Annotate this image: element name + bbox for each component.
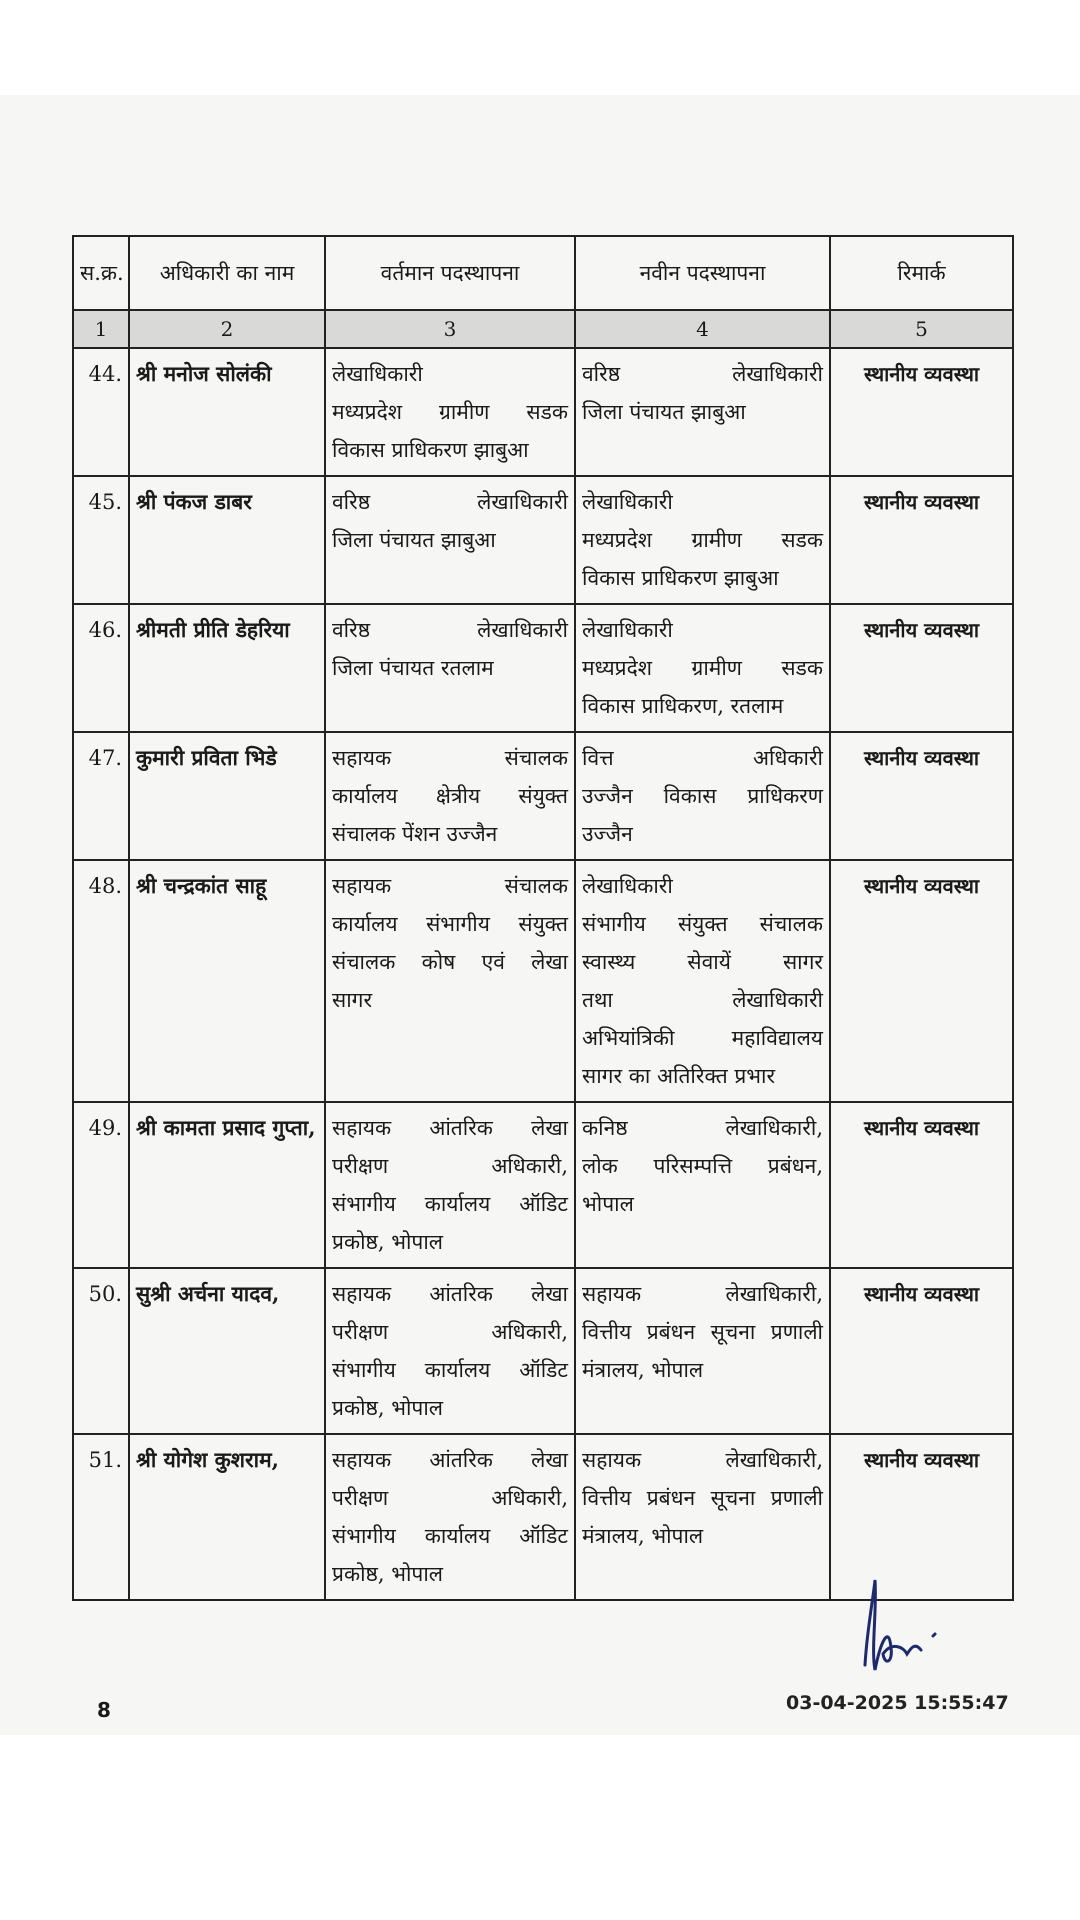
posting-line: कनिष्ठ लेखाधिकारी, bbox=[582, 1116, 823, 1140]
table-row bbox=[73, 732, 1013, 860]
column-number: 5 bbox=[830, 310, 1013, 348]
serial-number: 49. bbox=[73, 1102, 129, 1268]
posting-line: परीक्षण अधिकारी, bbox=[332, 1154, 568, 1178]
officer-name: सुश्री अर्चना यादव, bbox=[129, 1268, 325, 1434]
posting-line: सहायक आंतरिक लेखा bbox=[332, 1282, 568, 1306]
posting-line: तथा लेखाधिकारी bbox=[582, 988, 823, 1012]
posting-line: मध्यप्रदेश ग्रामीण सडक bbox=[582, 656, 823, 680]
new-posting bbox=[575, 476, 830, 604]
posting-line: विकास प्राधिकरण, रतलाम bbox=[582, 694, 784, 718]
column-number: 2 bbox=[129, 310, 325, 348]
posting-line: उज्जैन bbox=[582, 822, 633, 846]
posting-line: मध्यप्रदेश ग्रामीण सडक bbox=[332, 400, 568, 424]
remark: स्थानीय व्यवस्था bbox=[830, 732, 1013, 860]
new-posting bbox=[575, 1434, 830, 1600]
posting-line: मंत्रालय, भोपाल bbox=[582, 1524, 704, 1548]
new-posting bbox=[575, 1102, 830, 1268]
remark: स्थानीय व्यवस्था bbox=[830, 1102, 1013, 1268]
table-row bbox=[73, 860, 1013, 1102]
serial-number: 44. bbox=[73, 348, 129, 476]
posting-line: वरिष्ठ लेखाधिकारी bbox=[332, 618, 568, 642]
posting-line: सहायक आंतरिक लेखा bbox=[332, 1448, 568, 1472]
officer-name: श्री चन्द्रकांत साहू bbox=[129, 860, 325, 1102]
posting-line: लेखाधिकारी bbox=[582, 490, 673, 514]
posting-line: संभागीय कार्यालय ऑडिट bbox=[332, 1524, 568, 1548]
posting-line: वित्त अधिकारी bbox=[582, 746, 823, 770]
posting-line: मंत्रालय, भोपाल bbox=[582, 1358, 704, 1382]
officer-name: श्री पंकज डाबर bbox=[129, 476, 325, 604]
signature bbox=[845, 1570, 955, 1680]
new-posting bbox=[575, 348, 830, 476]
serial-number: 48. bbox=[73, 860, 129, 1102]
remark: स्थानीय व्यवस्था bbox=[830, 604, 1013, 732]
remark: स्थानीय व्यवस्था bbox=[830, 860, 1013, 1102]
current-posting bbox=[325, 348, 575, 476]
new-posting bbox=[575, 732, 830, 860]
transfer-table bbox=[72, 235, 1014, 1601]
header-officer-name: अधिकारी का नाम bbox=[129, 236, 325, 310]
posting-line: सहायक लेखाधिकारी, bbox=[582, 1448, 823, 1472]
table-row bbox=[73, 604, 1013, 732]
posting-line: सहायक लेखाधिकारी, bbox=[582, 1282, 823, 1306]
posting-line: वरिष्ठ लेखाधिकारी bbox=[582, 362, 823, 386]
remark: स्थानीय व्यवस्था bbox=[830, 1268, 1013, 1434]
posting-line: सागर bbox=[332, 988, 373, 1012]
current-posting bbox=[325, 1268, 575, 1434]
posting-line: जिला पंचायत झाबुआ bbox=[332, 528, 496, 552]
column-number: 4 bbox=[575, 310, 830, 348]
posting-line: लेखाधिकारी bbox=[582, 874, 673, 898]
posting-line: कार्यालय क्षेत्रीय संयुक्त bbox=[332, 784, 568, 808]
column-number: 3 bbox=[325, 310, 575, 348]
posting-line: मध्यप्रदेश ग्रामीण सडक bbox=[582, 528, 823, 552]
remark: स्थानीय व्यवस्था bbox=[830, 1434, 1013, 1600]
current-posting bbox=[325, 476, 575, 604]
posting-line: परीक्षण अधिकारी, bbox=[332, 1486, 568, 1510]
posting-line: प्रकोष्ठ, भोपाल bbox=[332, 1562, 444, 1586]
current-posting bbox=[325, 604, 575, 732]
remark: स्थानीय व्यवस्था bbox=[830, 476, 1013, 604]
column-number-row bbox=[73, 310, 1013, 348]
posting-line: प्रकोष्ठ, भोपाल bbox=[332, 1396, 444, 1420]
posting-line: कार्यालय संभागीय संयुक्त bbox=[332, 912, 568, 936]
new-posting bbox=[575, 860, 830, 1102]
page-number: 8 bbox=[97, 1698, 111, 1722]
posting-line: वरिष्ठ लेखाधिकारी bbox=[332, 490, 568, 514]
serial-number: 45. bbox=[73, 476, 129, 604]
officer-name: श्रीमती प्रीति डेहरिया bbox=[129, 604, 325, 732]
column-number: 1 bbox=[73, 310, 129, 348]
current-posting bbox=[325, 1434, 575, 1600]
posting-line: संचालक कोष एवं लेखा bbox=[332, 950, 568, 974]
header-new-posting: नवीन पदस्थापना bbox=[575, 236, 830, 310]
header-row bbox=[73, 236, 1013, 310]
table-row bbox=[73, 348, 1013, 476]
table-row bbox=[73, 476, 1013, 604]
posting-line: भोपाल bbox=[582, 1192, 634, 1216]
posting-line: वित्तीय प्रबंधन सूचना प्रणाली bbox=[582, 1486, 823, 1510]
posting-line: जिला पंचायत रतलाम bbox=[332, 656, 494, 680]
posting-line: लेखाधिकारी bbox=[582, 618, 673, 642]
serial-number: 50. bbox=[73, 1268, 129, 1434]
current-posting bbox=[325, 1102, 575, 1268]
new-posting bbox=[575, 604, 830, 732]
timestamp: 03-04-2025 15:55:47 bbox=[786, 1692, 1009, 1714]
document-page bbox=[0, 95, 1080, 1735]
current-posting bbox=[325, 732, 575, 860]
posting-line: संचालक पेंशन उज्जैन bbox=[332, 822, 498, 846]
header-serial: स.क्र. bbox=[73, 236, 129, 310]
table-row bbox=[73, 1268, 1013, 1434]
posting-line: सहायक संचालक bbox=[332, 874, 568, 898]
posting-line: लोक परिसम्पत्ति प्रबंधन, bbox=[582, 1154, 823, 1178]
officer-name: श्री कामता प्रसाद गुप्ता, bbox=[129, 1102, 325, 1268]
posting-line: सागर का अतिरिक्त प्रभार bbox=[582, 1064, 776, 1088]
officer-name: श्री योगेश कुशराम, bbox=[129, 1434, 325, 1600]
posting-line: सहायक संचालक bbox=[332, 746, 568, 770]
posting-line: सहायक आंतरिक लेखा bbox=[332, 1116, 568, 1140]
posting-line: विकास प्राधिकरण झाबुआ bbox=[582, 566, 779, 590]
officer-name: कुमारी प्रविता भिडे bbox=[129, 732, 325, 860]
posting-line: संभागीय संयुक्त संचालक bbox=[582, 912, 823, 936]
posting-line: विकास प्राधिकरण झाबुआ bbox=[332, 438, 529, 462]
header-current-posting: वर्तमान पदस्थापना bbox=[325, 236, 575, 310]
remark: स्थानीय व्यवस्था bbox=[830, 348, 1013, 476]
new-posting bbox=[575, 1268, 830, 1434]
posting-line: जिला पंचायत झाबुआ bbox=[582, 400, 746, 424]
posting-line: संभागीय कार्यालय ऑडिट bbox=[332, 1358, 568, 1382]
posting-line: उज्जैन विकास प्राधिकरण bbox=[582, 784, 823, 808]
serial-number: 51. bbox=[73, 1434, 129, 1600]
posting-line: प्रकोष्ठ, भोपाल bbox=[332, 1230, 444, 1254]
table-row bbox=[73, 1102, 1013, 1268]
serial-number: 47. bbox=[73, 732, 129, 860]
serial-number: 46. bbox=[73, 604, 129, 732]
table-body bbox=[73, 348, 1013, 1600]
posting-line: स्वास्थ्य सेवायें सागर bbox=[582, 950, 823, 974]
officer-name: श्री मनोज सोलंकी bbox=[129, 348, 325, 476]
posting-line: अभियांत्रिकी महाविद्यालय bbox=[582, 1026, 823, 1050]
header-remark: रिमार्क bbox=[830, 236, 1013, 310]
posting-line: वित्तीय प्रबंधन सूचना प्रणाली bbox=[582, 1320, 823, 1344]
posting-line: संभागीय कार्यालय ऑडिट bbox=[332, 1192, 568, 1216]
current-posting bbox=[325, 860, 575, 1102]
posting-line: परीक्षण अधिकारी, bbox=[332, 1320, 568, 1344]
posting-line: लेखाधिकारी bbox=[332, 362, 423, 386]
